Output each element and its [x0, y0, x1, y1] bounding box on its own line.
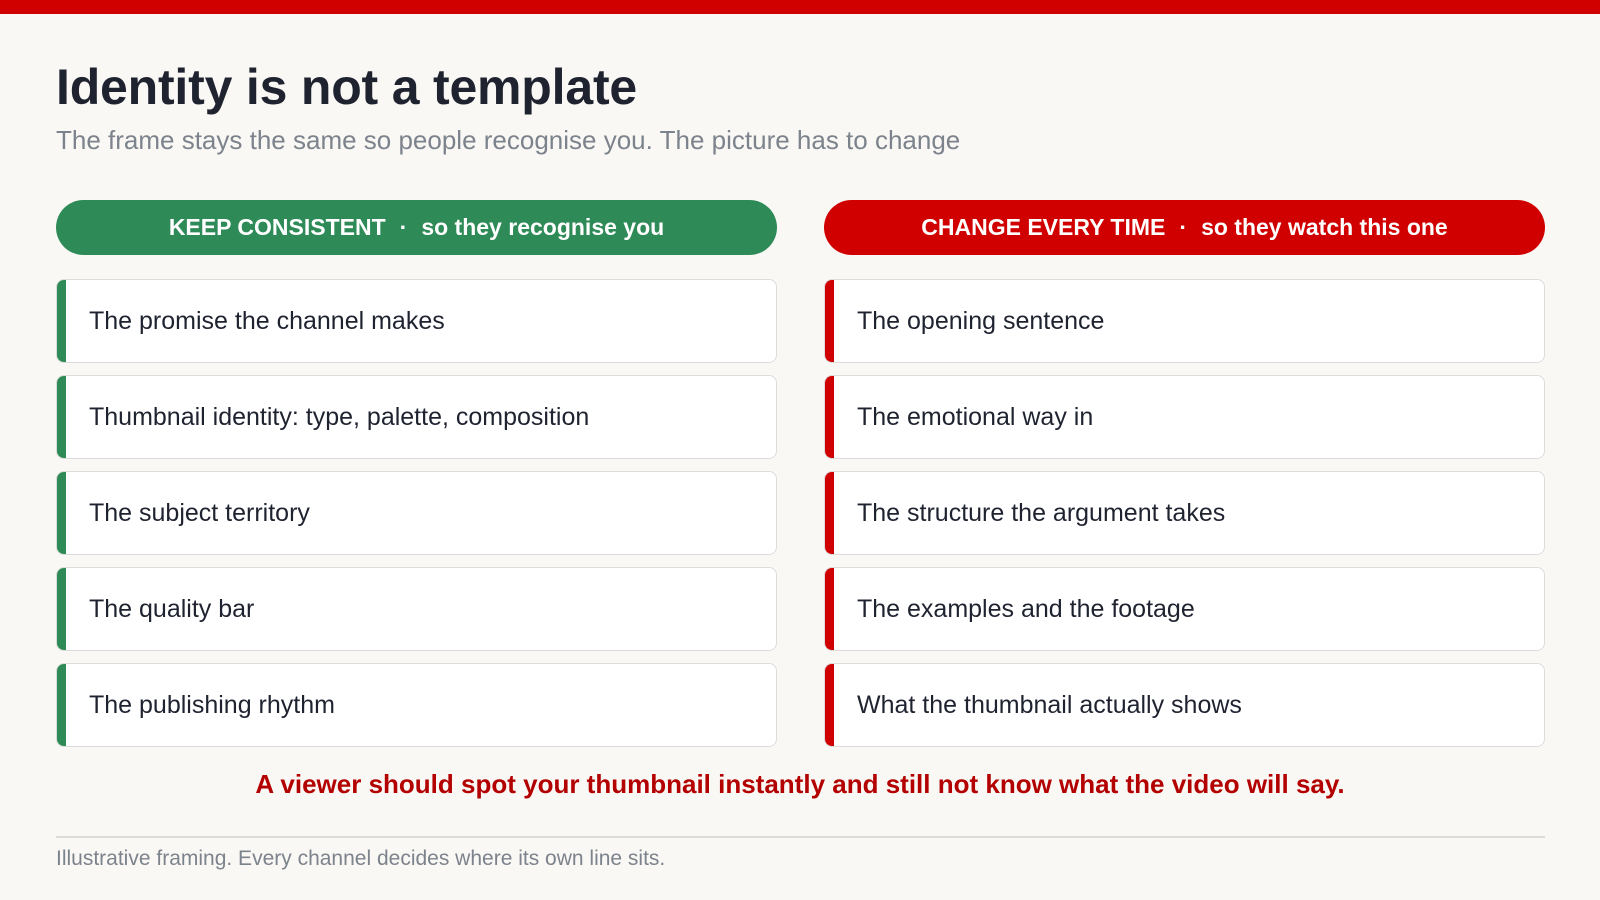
list-item [824, 663, 1545, 747]
list-item [56, 279, 777, 363]
top-accent-bar [0, 0, 1600, 14]
red-accent-stripe [825, 280, 834, 362]
change-every-time-column [824, 200, 1545, 759]
list-item-label: The opening sentence [857, 306, 1105, 335]
list-item-label: The structure the argument takes [857, 498, 1226, 527]
green-accent-stripe [57, 376, 66, 458]
keep-consistent-list [56, 279, 777, 747]
list-item [824, 375, 1545, 459]
list-item [824, 471, 1545, 555]
header-separator: · [1179, 214, 1188, 240]
keep-consistent-column [56, 200, 777, 759]
keep-consistent-header-sub: so they recognise you [421, 214, 665, 240]
list-item [56, 567, 777, 651]
punchline: A viewer should spot your thumbnail instantly and still not know what the video will say. [255, 769, 1345, 799]
change-every-time-header-sub: so they watch this one [1201, 214, 1448, 240]
list-item-label: The quality bar [89, 594, 255, 623]
footnote: Illustrative framing. Every channel decides where its own line sits. [56, 847, 666, 870]
change-every-time-header-main: CHANGE EVERY TIME [921, 214, 1166, 240]
list-item-label: The examples and the footage [857, 594, 1195, 623]
change-every-time-header [824, 200, 1545, 255]
list-item-label: The subject territory [89, 498, 310, 527]
page-subtitle: The frame stays the same so people recognise you. The picture has to change [56, 125, 961, 155]
green-accent-stripe [57, 280, 66, 362]
green-accent-stripe [57, 664, 66, 746]
change-every-time-list [824, 279, 1545, 747]
red-accent-stripe [825, 568, 834, 650]
list-item [56, 471, 777, 555]
list-item [824, 567, 1545, 651]
list-item-label: The publishing rhythm [89, 690, 335, 719]
list-item-label: What the thumbnail actually shows [857, 690, 1242, 719]
green-accent-stripe [57, 472, 66, 554]
header-separator: · [399, 214, 408, 240]
red-accent-stripe [825, 376, 834, 458]
list-item-label: The emotional way in [857, 402, 1094, 431]
keep-consistent-header-main: KEEP CONSISTENT [168, 214, 386, 240]
list-item [56, 375, 777, 459]
page-title: Identity is not a template [56, 59, 638, 115]
list-item [56, 663, 777, 747]
keep-consistent-header [56, 200, 777, 255]
list-item [824, 279, 1545, 363]
red-accent-stripe [825, 664, 834, 746]
list-item-label: The promise the channel makes [89, 306, 445, 335]
footer-divider [56, 836, 1545, 838]
red-accent-stripe [825, 472, 834, 554]
list-item-label: Thumbnail identity: type, palette, composition [89, 402, 590, 431]
green-accent-stripe [57, 568, 66, 650]
